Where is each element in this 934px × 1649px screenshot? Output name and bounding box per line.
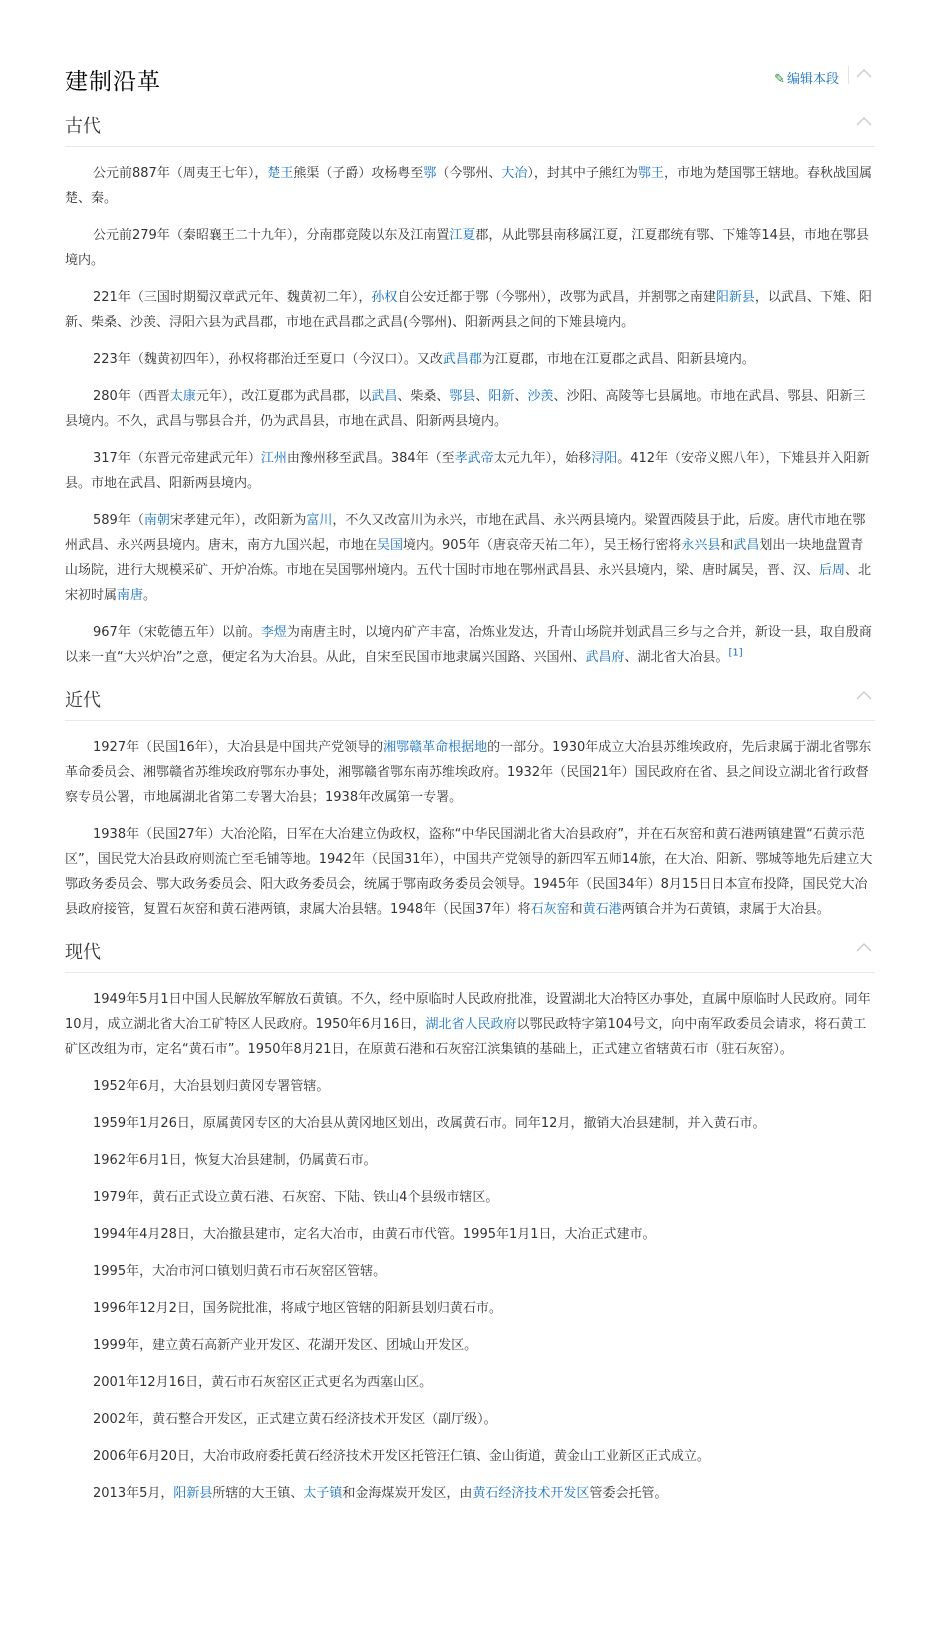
text-run: 以鄂民政特字第104号文，向中南军政委员会请求，将石黄工矿区改组为市，定名“黄石市”。1950年8月21日，在原黄石港和石灰窑江滨集镇的基础上，正式建立省辖黄石市（驻石灰窑）。: [65, 1017, 867, 1057]
inline-link[interactable]: 武昌郡: [442, 352, 482, 367]
paragraph: [65, 822, 875, 922]
text-run: 2006年6月20日，大冶市政府委托黄石经济技术开发区托管汪仁镇、金山街道，黄金山工业新区正式成立。: [93, 1449, 710, 1464]
text-run: ），封其中子熊红为: [527, 166, 638, 181]
text-run: 1959年1月26日，原属黄冈专区的大冶县从黄冈地区划出，改属黄石市。同年12月，撤销大冶县建制，并入黄石市。: [93, 1116, 766, 1131]
chevron-up-icon[interactable]: [855, 66, 873, 82]
paragraph: [65, 347, 875, 372]
subsection-title: 近代: [65, 690, 101, 711]
text-run: 1952年6月，大冶县划归黄冈专署管辖。: [93, 1079, 330, 1094]
text-run: 1999年，建立黄石高新产业开发区、花湖开发区、团城山开发区。: [93, 1338, 478, 1353]
paragraph: [65, 1333, 875, 1358]
text-run: 公元前887年（周夷王七年），: [93, 166, 268, 181]
paragraph: [65, 1444, 875, 1469]
text-run: 。412年（安帝义熙八年），下雉县并入阳新县。市地在武昌、阳新两县境内。: [65, 451, 870, 491]
divider: [848, 66, 849, 84]
paragraph: [65, 1111, 875, 1136]
text-run: 2013年5月，: [93, 1486, 174, 1501]
text-run: 、湖北省大冶县。: [624, 650, 729, 665]
subsections-container: [65, 108, 875, 1506]
inline-link[interactable]: 武昌府: [585, 650, 625, 665]
paragraph: [65, 223, 875, 273]
inline-link[interactable]: 南唐: [117, 588, 144, 603]
paragraph: [65, 1370, 875, 1395]
inline-link[interactable]: 大冶: [501, 166, 528, 181]
text-run: ，不久又改富川为永兴，市地在武昌、永兴两县境内。梁置西陵县于此，后废。唐代市地在鄂州武昌、永兴两县境内。唐末，南方九国兴起，市地在: [65, 513, 866, 553]
text-run: 1995年，大冶市河口镇划归黄石市石灰窑区管辖。: [93, 1264, 387, 1279]
text-run: 郡，从此鄂县南移属江夏，江夏郡统有鄂、下雉等14县，市地在鄂县境内。: [65, 228, 869, 268]
text-run: 元年），改江夏郡为武昌郡，以: [195, 389, 372, 404]
paragraph: [65, 508, 875, 608]
text-run: 1994年4月28日，大冶撤县建市，定名大冶市，由黄石市代管。1995年1月1日，大冶正式建市。: [93, 1227, 656, 1242]
text-run: 1996年12月2日，国务院批准，将咸宁地区管辖的阳新县划归黄石市。: [93, 1301, 502, 1316]
paragraph: [65, 987, 875, 1062]
edit-section-button[interactable]: [774, 68, 839, 87]
text-run: 自公安迁都于鄂（今鄂州），改鄂为武昌，并割鄂之南建: [397, 290, 716, 305]
text-run: 1979年，黄石正式设立黄石港、石灰窑、下陆、铁山4个县级市辖区。: [93, 1190, 499, 1205]
paragraph: [65, 285, 875, 335]
text-run: ，以武昌、下雉、阳新、柴桑、沙羡、浔阳六县为武昌郡，市地在武昌郡之武昌(今鄂州)、阳新两县之间的下雉县境内。: [65, 290, 872, 330]
pencil-icon: ✎: [774, 72, 785, 87]
paragraph: [65, 446, 875, 496]
inline-link[interactable]: 沙羡: [527, 389, 554, 404]
paragraph: [65, 1259, 875, 1284]
text-run: 、柴桑、: [397, 389, 450, 404]
paragraph: [65, 1407, 875, 1432]
paragraph: [65, 1185, 875, 1210]
inline-link[interactable]: 武昌: [733, 538, 760, 553]
chevron-up-icon[interactable]: [855, 114, 873, 130]
inline-link[interactable]: 鄂王: [637, 166, 664, 181]
chevron-up-icon[interactable]: [855, 940, 873, 956]
subsection-title: 现代: [65, 942, 101, 963]
text-run: 1949年5月1日中国人民解放军解放石黄镇。不久，经中原临时人民政府批准，设置湖北大冶特区办事处，直属中原临时人民政府。同年10月，成立湖北省大冶工矿特区人民政府。1950年6月16日，: [65, 992, 871, 1032]
text-run: 、沙阳、高陵等七县属地。市地在武昌、鄂县、阳新三县境内。不久，武昌与鄂县合并，仍为武昌县，市地在武昌、阳新两县境内。: [65, 389, 866, 429]
subsection-header: [65, 108, 875, 147]
text-run: 管委会托管。: [589, 1486, 668, 1501]
text-run: 。: [143, 588, 157, 603]
inline-link[interactable]: 吴国: [377, 538, 404, 553]
text-run: 太元九年），始移: [493, 451, 592, 466]
inline-link[interactable]: 江州: [260, 451, 287, 466]
inline-link[interactable]: 南朝: [143, 513, 170, 528]
text-run: 所辖的大王镇、: [212, 1486, 304, 1501]
inline-link[interactable]: 湘鄂赣革命根据地: [383, 740, 488, 755]
inline-link[interactable]: 黄石港: [582, 902, 622, 917]
text-run: 589年（: [93, 513, 144, 528]
section-title: 建制沿革: [65, 69, 161, 95]
text-run: 967年（宋乾德五年）以前。: [93, 625, 261, 640]
inline-link[interactable]: 黄石经济技术开发区: [472, 1486, 590, 1501]
inline-link[interactable]: 鄂县: [449, 389, 476, 404]
text-run: 317年（东晋元帝建武元年）: [93, 451, 261, 466]
text-run: 的一部分。1930年成立大冶县苏维埃政府，先后隶属于湖北省鄂东革命委员会、湘鄂赣省苏维埃政府鄂东办事处，湘鄂赣省鄂东南苏维埃政府。1932年（民国21年）国民政府在省、县之间设立湖北省行政督察专员公署，市地属湖北省第二专署大冶县；1938年改属第一专署。: [65, 740, 872, 805]
inline-link[interactable]: 石灰窑: [530, 902, 570, 917]
text-run: 为江夏郡，市地在江夏郡之武昌、阳新县境内。: [481, 352, 755, 367]
inline-link[interactable]: 孙权: [371, 290, 398, 305]
text-run: 划出一块地盘置青山场院，进行大规模采矿、开炉冶炼。市地在吴国鄂州境内。五代十国时市地在鄂州武昌县、永兴县境内，梁、唐时属吴，晋、汉、: [65, 538, 864, 578]
edit-section-label: 编辑本段: [786, 72, 839, 87]
text-run: 宋孝建元年），改阳新为: [169, 513, 307, 528]
text-run: 为南唐主时，以境内矿产丰富，冶炼业发达，升青山场院并划武昌三乡与之合并，新设一县，取自殷商以来一直“大兴炉冶”之意，便定名为大冶县。从此，自宋至民国市地隶属兴国路、兴国州、: [65, 625, 872, 665]
inline-link[interactable]: 阳新: [488, 389, 515, 404]
paragraph: [65, 161, 875, 211]
text-run: 境内。905年（唐哀帝天祐二年），吴王杨行密将: [403, 538, 682, 553]
paragraph: [65, 1148, 875, 1173]
paragraph: [65, 1074, 875, 1099]
inline-link[interactable]: 后周: [819, 563, 846, 578]
inline-link[interactable]: 湖北省人民政府: [425, 1017, 517, 1032]
inline-link[interactable]: 武昌: [371, 389, 398, 404]
inline-link[interactable]: 孝武帝: [454, 451, 494, 466]
subsection-header: [65, 934, 875, 973]
article-section: [65, 0, 875, 1518]
text-run: 和金海煤炭开发区，由: [342, 1486, 473, 1501]
inline-link[interactable]: 浔阳: [591, 451, 618, 466]
text-run: 熊渠（子爵）攻杨粤至: [293, 166, 424, 181]
inline-link[interactable]: 李煜: [260, 625, 287, 640]
text-run: 1938年（民国27年）大冶沦陷，日军在大冶建立伪政权，盗称“中华民国湖北省大冶县政府”，并在石灰窑和黄石港两镇建置“石黄示范区”，国民党大冶县政府则流亡至毛铺等地。1942年（民国31年），中国共产党领导的新四军五师14旅，在大冶、阳新、鄂城等地先后建立大鄂政务委员会、鄂大政务委员会、阳大政务委员会，统属于鄂南政务委员会领导。1945年（民国34年）8月15日日本宣布投降，国民党大冶县政府接管，复置石灰窑和黄石港两镇，隶属大冶县辖。1948年（民国37年）将: [65, 827, 873, 917]
inline-link[interactable]: 永兴县: [681, 538, 721, 553]
text-run: 280年（西晋: [93, 389, 170, 404]
text-run: 、: [475, 389, 489, 404]
text-run: 、: [514, 389, 528, 404]
text-run: 和: [720, 538, 734, 553]
citation-ref[interactable]: [1]: [728, 647, 743, 659]
subsection-title: 古代: [65, 116, 101, 137]
text-run: 由豫州移至武昌。384年（至: [286, 451, 455, 466]
paragraph: [65, 1296, 875, 1321]
paragraph: [65, 1222, 875, 1247]
text-run: 两镇合并为石黄镇，隶属于大冶县。: [621, 902, 830, 917]
text-run: 223年（魏黄初四年），孙权将郡治迁至夏口（今汉口）。又改: [93, 352, 443, 367]
paragraph: [65, 384, 875, 434]
inline-link[interactable]: 楚王: [267, 166, 294, 181]
text-run: 1962年6月1日，恢复大冶县建制，仍属黄石市。: [93, 1153, 377, 1168]
text-run: ，市地为楚国鄂王辖地。春秋战国属楚、秦。: [65, 166, 872, 206]
inline-link[interactable]: 江夏: [449, 228, 476, 243]
text-run: 公元前279年（秦昭襄王二十九年），分南郡竟陵以东及江南置: [93, 228, 450, 243]
inline-link[interactable]: 富川: [306, 513, 333, 528]
paragraph: [65, 735, 875, 810]
inline-link[interactable]: 阳新县: [715, 290, 755, 305]
text-run: （今鄂州、: [436, 166, 502, 181]
paragraph: [65, 1481, 875, 1506]
paragraph: [65, 620, 875, 670]
inline-link[interactable]: 太康: [169, 389, 196, 404]
text-run: 2002年，黄石整合开发区，正式建立黄石经济技术开发区（副厅级）。: [93, 1412, 497, 1427]
inline-link[interactable]: 鄂: [423, 166, 437, 181]
text-run: 221年（三国时期蜀汉章武元年、魏黄初二年），: [93, 290, 372, 305]
inline-link[interactable]: 太子镇: [303, 1486, 343, 1501]
section-header: [65, 58, 875, 108]
inline-link[interactable]: 阳新县: [173, 1486, 213, 1501]
subsection-header: [65, 682, 875, 721]
text-run: 2001年12月16日，黄石市石灰窑区正式更名为西塞山区。: [93, 1375, 433, 1390]
text-run: 1927年（民国16年），大冶县是中国共产党领导的: [93, 740, 384, 755]
text-run: 、北宋初时属: [65, 563, 872, 603]
text-run: 和: [569, 902, 583, 917]
chevron-up-icon[interactable]: [855, 688, 873, 704]
